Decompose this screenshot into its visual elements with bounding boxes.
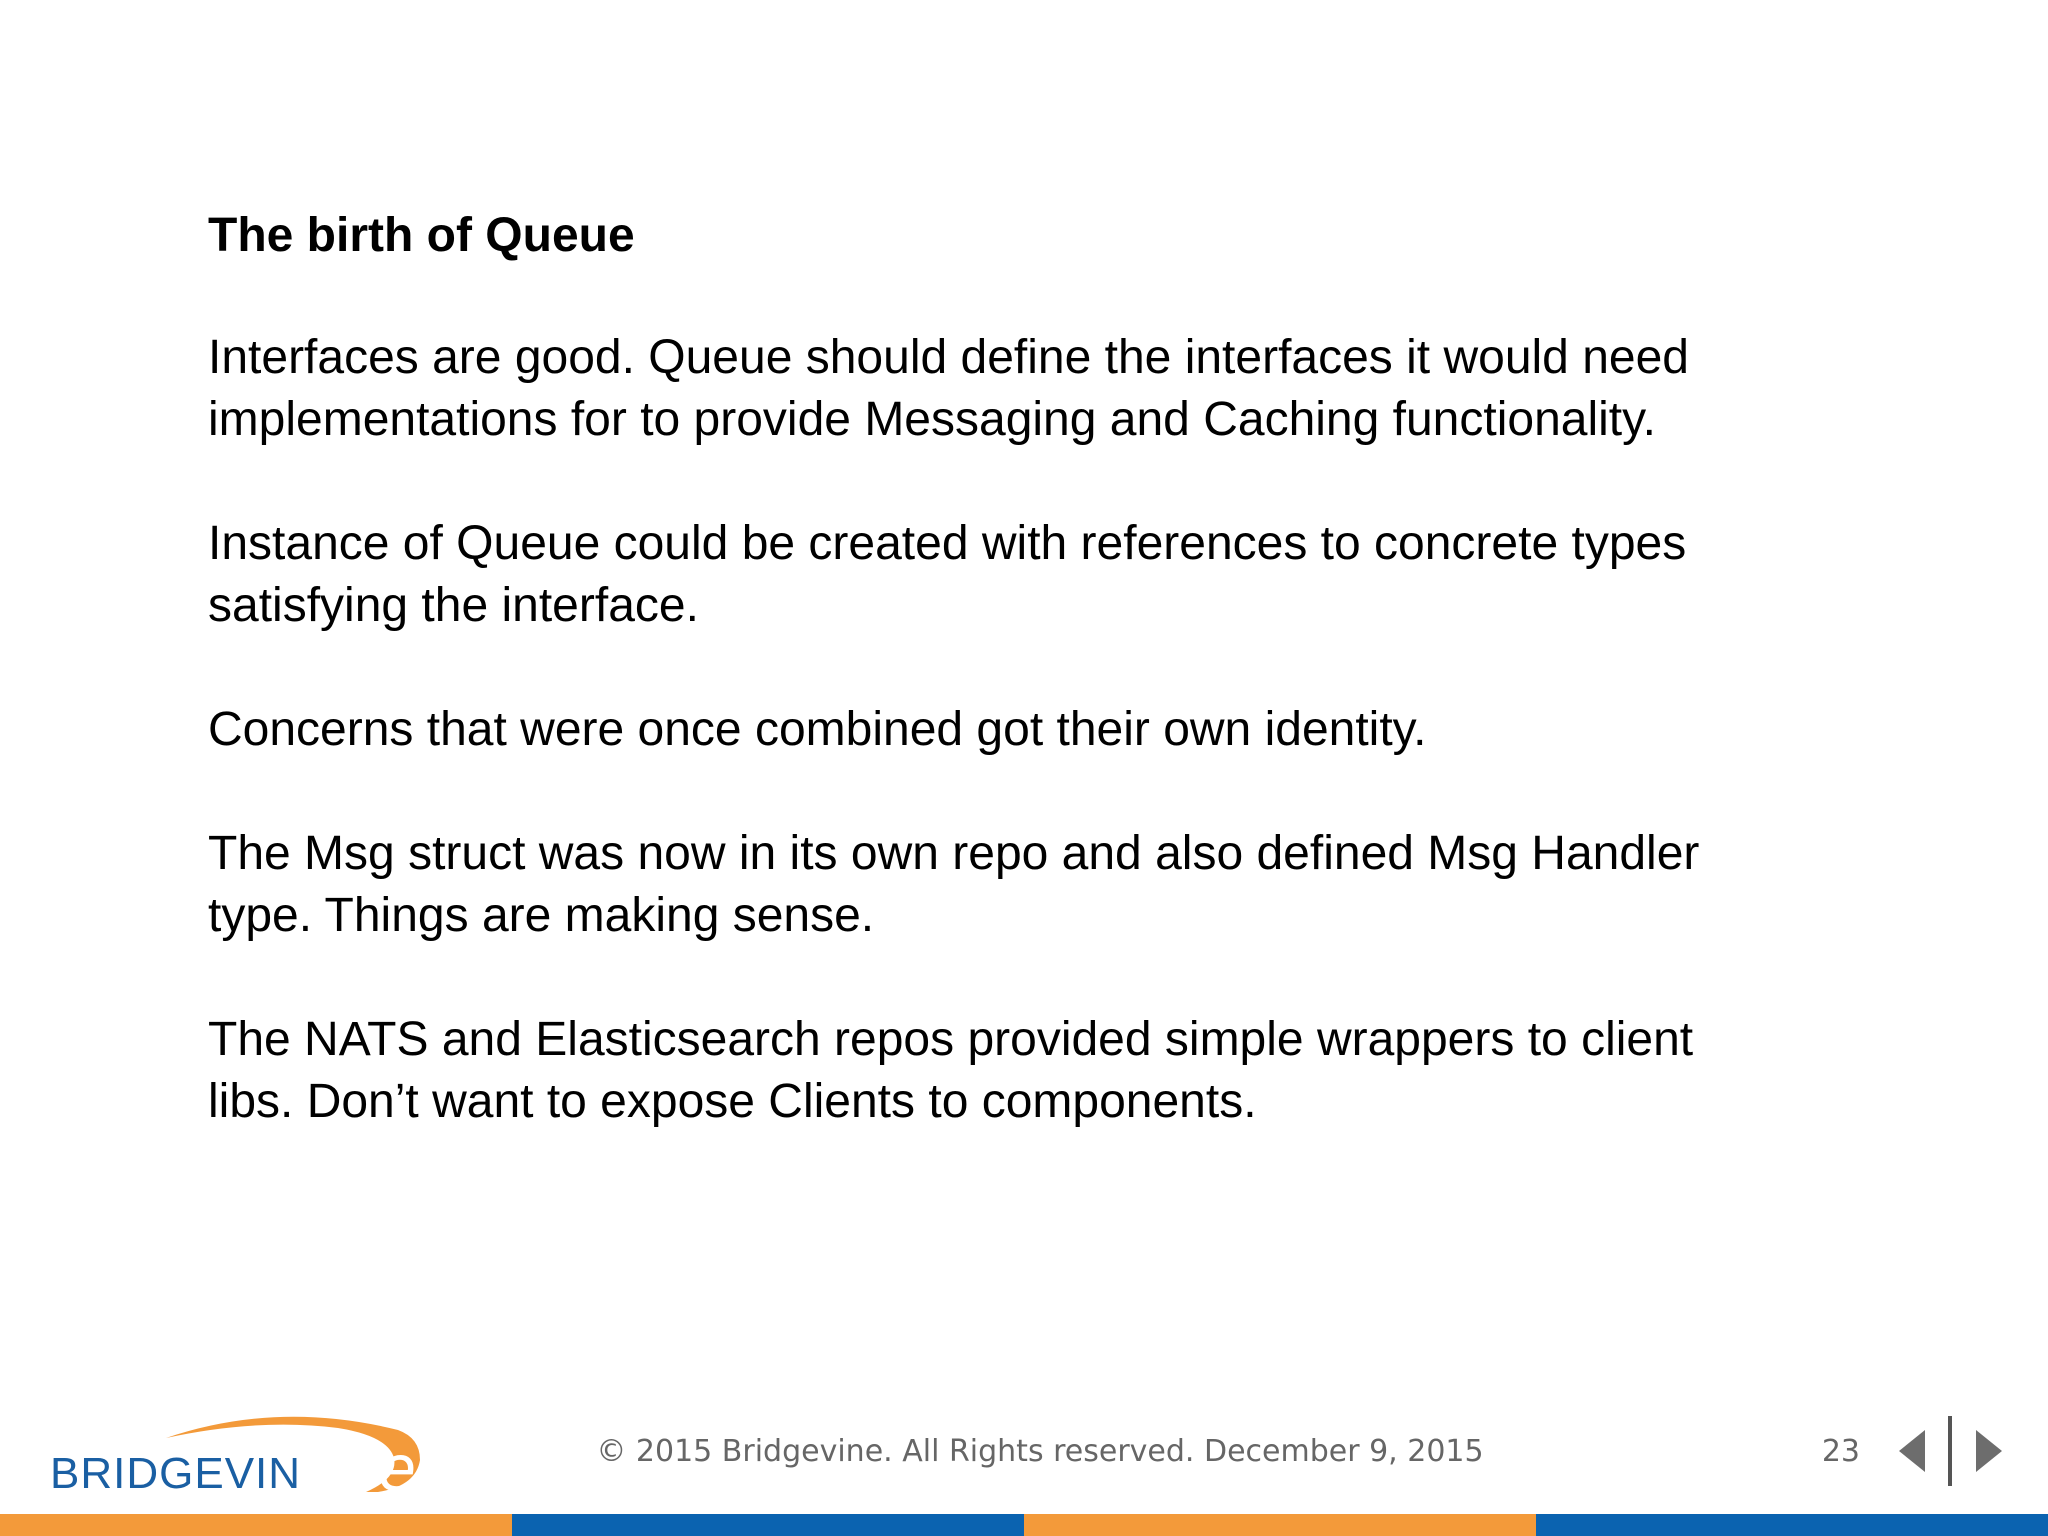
paragraph-line: libs. Don’t want to expose Clients to components. (208, 1075, 1257, 1128)
bridgevine-logo (48, 1408, 438, 1505)
paragraph (208, 699, 1908, 761)
paragraph (208, 823, 1908, 947)
triangle-left-icon (1897, 1428, 1927, 1474)
triangle-right-icon (1974, 1428, 2004, 1474)
paragraph-line: type. Things are making sense. (208, 889, 875, 942)
paragraph-line: The NATS and Elasticsearch repos provided simple wrappers to client (208, 1013, 1694, 1066)
paragraph (208, 327, 1908, 451)
logo-wordmark: BRIDGEVIN (50, 1449, 302, 1498)
paragraph (208, 513, 1908, 637)
paragraph-line: Instance of Queue could be created with references to concrete types (208, 517, 1687, 570)
slide-content (208, 205, 1908, 1195)
paragraph-line: implementations for to provide Messaging and Caching functionality. (208, 393, 1656, 446)
logo-e-glyph: e (378, 1432, 417, 1505)
nav-divider (1948, 1416, 1952, 1486)
paragraph-line: Concerns that were once combined got their own identity. (208, 703, 1427, 756)
previous-slide-button[interactable] (1897, 1428, 1927, 1474)
next-slide-button[interactable] (1974, 1428, 2004, 1474)
paragraph-line: Interfaces are good. Queue should define the interfaces it would need (208, 331, 1689, 384)
footer-bar-segment-blue (512, 1514, 1024, 1536)
slide-title: The birth of Queue (208, 209, 635, 262)
footer-bar-segment-orange (0, 1514, 512, 1536)
footer-bar-segment-orange (1024, 1514, 1536, 1536)
paragraph-line: The Msg struct was now in its own repo and also defined Msg Handler (208, 827, 1700, 880)
paragraph-line: satisfying the interface. (208, 579, 699, 632)
paragraph (208, 1009, 1908, 1133)
page-number: 23 (1821, 1434, 1860, 1469)
copyright-text: © 2015 Bridgevine. All Rights reserved. December 9, 2015 (596, 1434, 1484, 1469)
footer-bar-segment-blue (1536, 1514, 2048, 1536)
footer-color-bar (0, 1514, 2048, 1536)
